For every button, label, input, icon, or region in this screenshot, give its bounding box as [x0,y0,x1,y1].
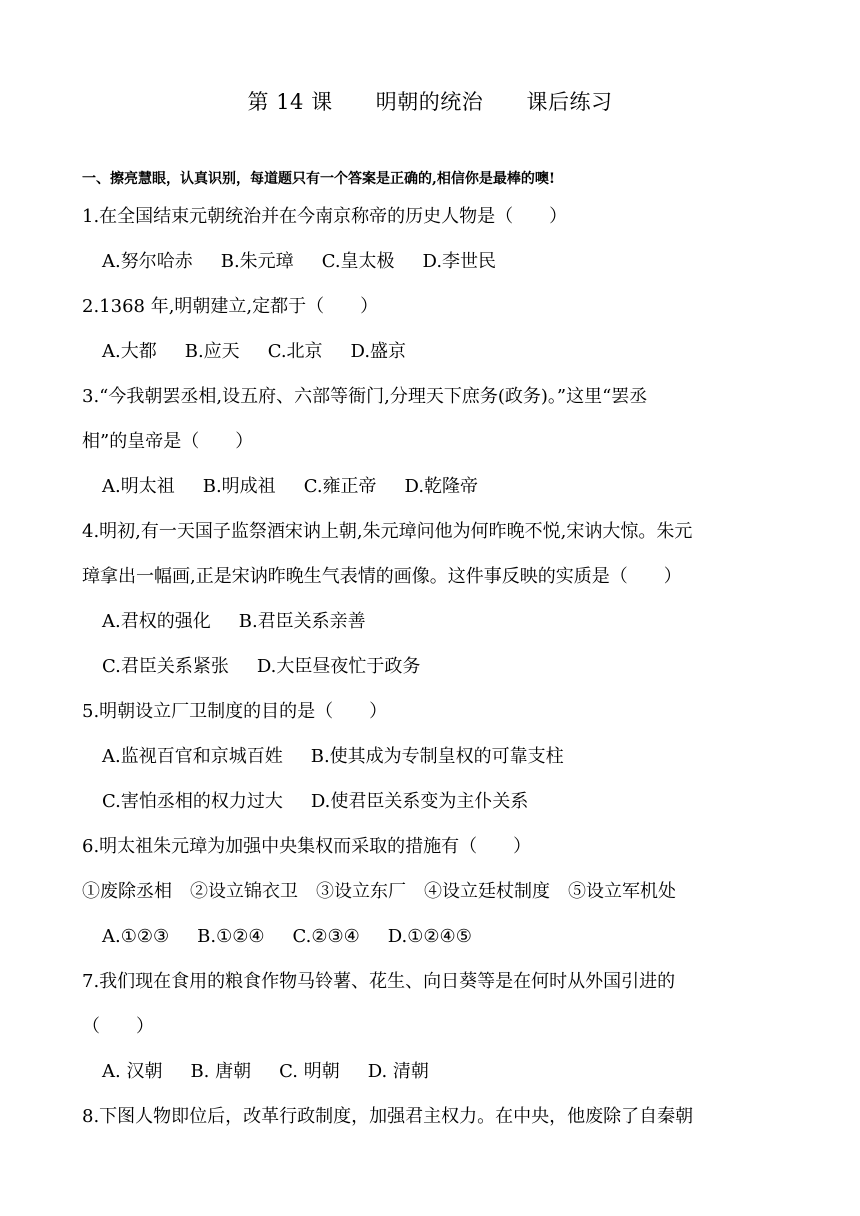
question-6-options [102,928,802,946]
option-a: A.监视百官和京城百姓 [102,746,283,767]
question-6-items: ①废除丞相 ②设立锦衣卫 ③设立东厂 ④设立廷杖制度 ⑤设立军机处 [82,881,676,902]
question-3-options [102,478,802,496]
option-b: B.明成祖 [202,476,276,497]
question-3: 3.“今我朝罢丞相,设五府、六部等衙门,分理天下庶务(政务)。”这里“罢丞 [82,386,648,407]
option-c: C.皇太极 [321,251,395,272]
option-b: B.应天 [184,341,240,362]
page-title [0,86,860,116]
option-d: D.李世民 [422,251,497,272]
option-c: C.君臣关系紧张 [102,656,229,677]
option-d: D.使君臣关系变为主仆关系 [310,791,529,812]
question-4-options-row2 [102,658,802,676]
question-7-cont: （ ） [82,1016,154,1037]
question-5-options-row1 [102,748,802,766]
option-b: B.君臣关系亲善 [238,611,366,632]
option-a: A.君权的强化 [102,611,211,632]
lesson-number: 第 14 课 [247,90,333,114]
option-a: A. 汉朝 [102,1061,163,1082]
option-d: D.盛京 [350,341,407,362]
question-7: 7.我们现在食用的粮食作物马铃薯、花生、向日葵等是在何时从外国引进的 [82,971,676,992]
question-4-cont: 璋拿出一幅画,正是宋讷昨晚生气表情的画像。这件事反映的实质是（ ） [82,566,682,587]
question-7-options [102,1063,802,1081]
question-2: 2.1368 年,明朝建立,定都于（ ） [82,296,379,317]
option-a: A.①②③ [102,926,170,947]
question-5: 5.明朝设立厂卫制度的目的是（ ） [82,701,388,722]
lesson-type: 课后练习 [526,90,613,114]
option-d: D.大臣昼夜忙于政务 [256,656,421,677]
option-d: D. 清朝 [367,1061,429,1082]
lesson-topic: 明朝的统治 [375,90,484,114]
question-2-options [102,343,802,361]
option-c: C.北京 [267,341,323,362]
question-4: 4.明初,有一天国子监祭酒宋讷上朝,朱元璋问他为何昨晚不悦,宋讷大惊。朱元 [82,521,693,542]
question-1-options [102,253,802,271]
option-a: A.大都 [102,341,157,362]
question-8: 8.下图人物即位后，改革行政制度，加强君主权力。在中央，他废除了自秦朝 [82,1106,694,1127]
option-a: A.明太祖 [102,476,175,497]
question-6: 6.明太祖朱元璋为加强中央集权而采取的措施有（ ） [82,836,532,857]
option-b: B. 唐朝 [190,1061,252,1082]
option-a: A.努尔哈赤 [102,251,193,272]
option-c: C.雍正帝 [303,476,377,497]
option-b: B.朱元璋 [220,251,294,272]
option-b: B.①②④ [197,926,265,947]
option-c: C. 明朝 [279,1061,340,1082]
question-3-cont: 相”的皇帝是（ ） [82,431,254,452]
option-d: D.①②④⑤ [387,926,472,947]
option-d: D.乾隆帝 [404,476,479,497]
option-c: C.②③④ [292,926,360,947]
question-1: 1.在全国结束元朝统治并在今南京称帝的历史人物是（ ） [82,206,568,227]
section-instruction: 一、擦亮慧眼，认真识别，每道题只有一个答案是正确的,相信你是最棒的噢! [82,171,556,187]
option-b: B.使其成为专制皇权的可靠支柱 [310,746,564,767]
question-5-options-row2 [102,793,802,811]
question-4-options-row1 [102,613,802,631]
option-c: C.害怕丞相的权力过大 [102,791,283,812]
